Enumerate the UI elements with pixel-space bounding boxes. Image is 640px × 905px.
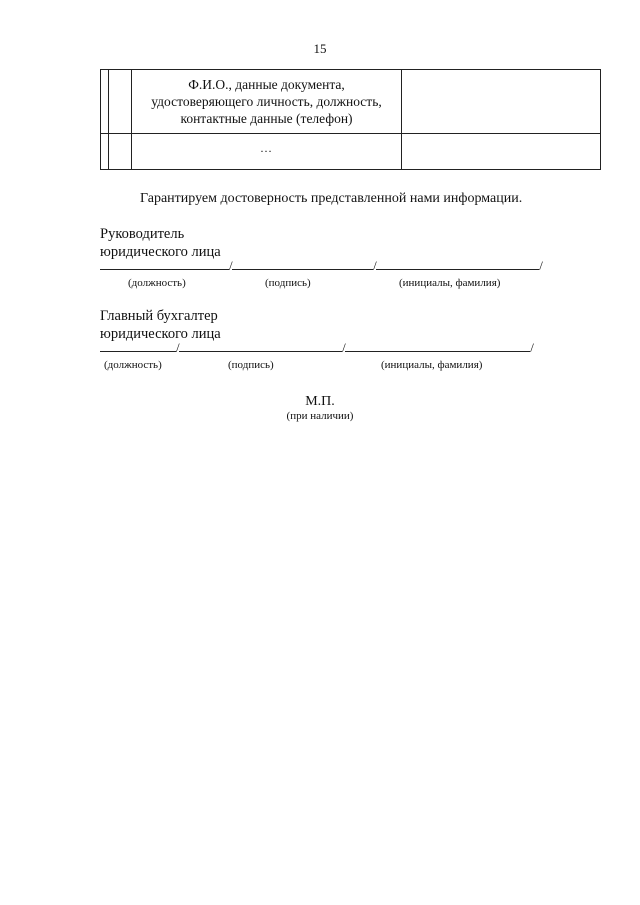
table-cell-ellipsis: … [132, 134, 402, 170]
label-line: удостоверяющего личность, должность, [151, 94, 382, 109]
contact-table [100, 69, 601, 170]
accountant-title-line1: Главный бухгалтер [100, 308, 218, 324]
label-line: контактные данные (телефон) [180, 111, 353, 126]
accountant-hint-signature: (подпись) [228, 359, 274, 371]
table-cell-number [109, 70, 132, 134]
stamp-note: (при наличии) [286, 410, 354, 422]
head-title-line2: юридического лица [100, 244, 221, 260]
page-number: 15 [313, 41, 327, 56]
table-cell-index [101, 134, 109, 170]
head-hint-signature: (подпись) [265, 277, 311, 289]
accountant-signature-line: / / / [100, 340, 533, 356]
accountant-hint-position: (должность) [104, 359, 162, 371]
accountant-title [100, 307, 221, 343]
accountant-hint-name: (инициалы, фамилия) [381, 359, 483, 371]
accountant-title-line2: юридического лица [100, 326, 221, 342]
table-cell-number [109, 134, 132, 170]
head-hint-position: (должность) [128, 277, 186, 289]
guarantee-statement: Гарантируем достоверность представленной нами информации. [140, 191, 523, 206]
head-hint-name: (инициалы, фамилия) [399, 277, 501, 289]
head-title [100, 225, 221, 261]
table-row [101, 70, 601, 134]
head-signature-line: / / / [100, 258, 542, 274]
table-cell-value [402, 134, 601, 170]
table-cell-index [101, 70, 109, 134]
stamp-label: М.П. [305, 394, 335, 409]
head-title-line1: Руководитель [100, 226, 185, 242]
table-cell-value [402, 70, 601, 134]
label-line: Ф.И.О., данные документа, [188, 77, 345, 92]
table-cell-label [132, 70, 402, 134]
table-row [101, 134, 601, 170]
